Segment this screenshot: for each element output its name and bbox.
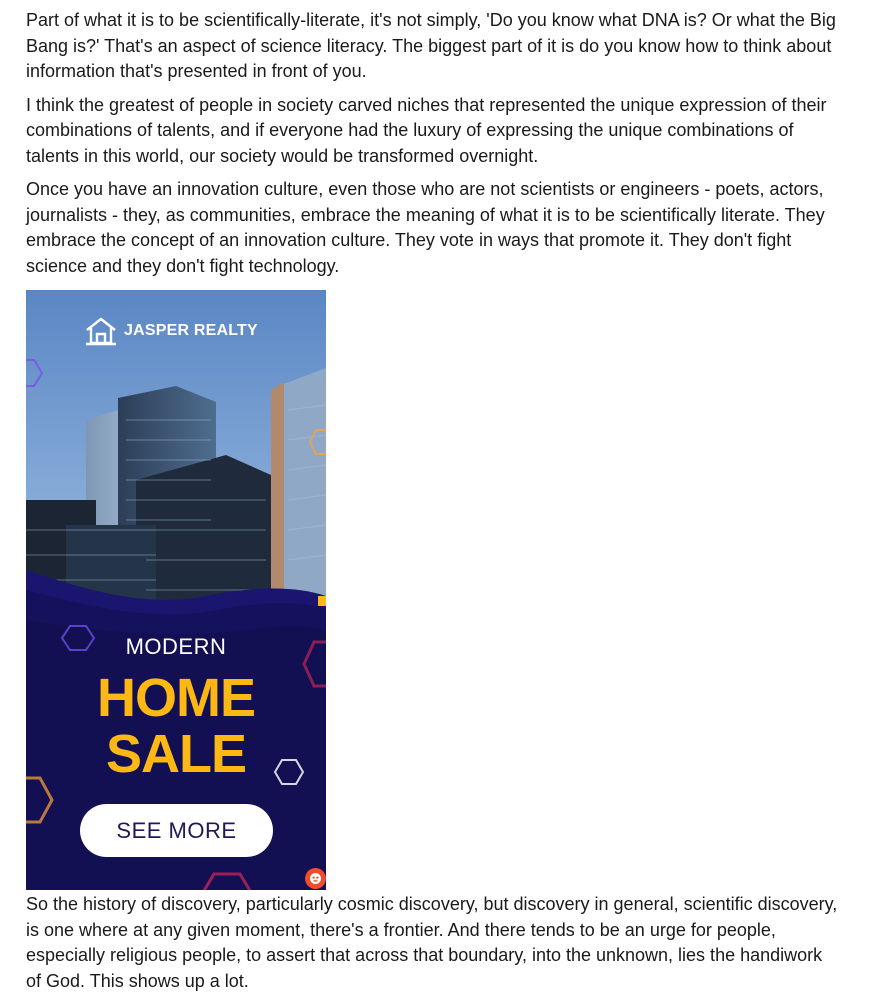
display-ad-banner[interactable] (26, 290, 326, 890)
see-more-button[interactable]: SEE MORE (80, 804, 273, 857)
article-paragraph: Once you have an innovation culture, even those who are not scientists or engineers - poets, actors, journalists - they, as communities, embrace the meaning of what it is to be scientifically literate. They embrace the concept of an innovation culture. They vote in ways that promote it. They don't fight science and they don't fight technology. (26, 179, 825, 276)
ad-brand-name: JASPER REALTY (124, 322, 258, 339)
ad-background-art (26, 290, 326, 890)
article-paragraph: Part of what it is to be scientifically-literate, it's not simply, 'Do you know what DNA is? Or what the Big Bang is?' That's an aspect of science literacy. The biggest part of it is do you know how to think about information that's presented in front of you. (26, 10, 836, 81)
article-paragraph: So the history of discovery, particularly cosmic discovery, but discovery in general, scientific discovery, is one where at any given moment, there's a frontier. And there tends to be an urge for people, especially religious people, to assert that across that boundary, into the unknown, lies the handiwork of God. This shows up a lot. (26, 894, 838, 991)
ad-headline-line-1: HOME (97, 668, 255, 728)
ad-choices-glyph (309, 872, 322, 885)
house-icon (84, 316, 118, 346)
article-paragraph: I think the greatest of people in society carved niches that represented the unique expression of their combinations of talents, and if everyone had the luxury of expressing the unique combinations of talents in this world, our society would be transformed overnight. (26, 94, 827, 166)
ad-brand-logo (84, 316, 258, 346)
ad-choices-icon[interactable] (305, 868, 326, 889)
ad-headline-line-2: SALE (105, 724, 247, 784)
ad-subheadline: MODERN (125, 634, 227, 659)
article-content (26, 8, 841, 1002)
